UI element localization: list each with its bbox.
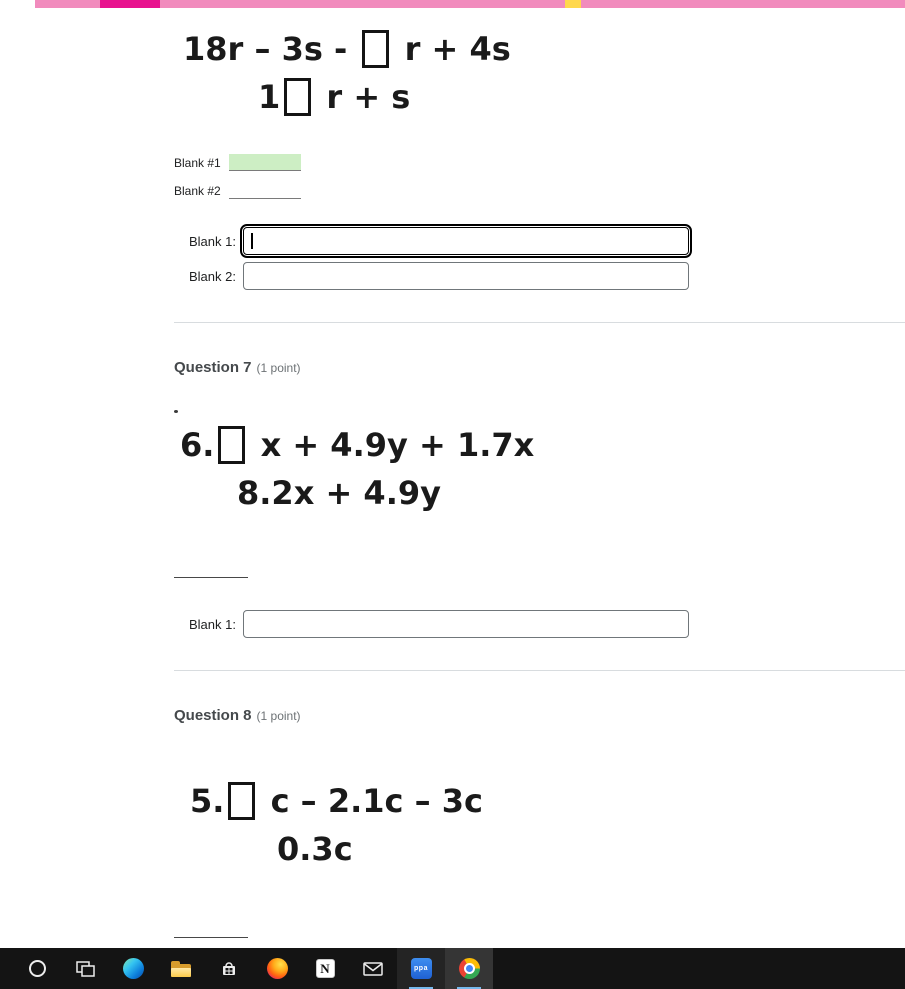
task-view-icon <box>76 961 95 977</box>
taskbar-button-mail[interactable] <box>349 948 397 989</box>
firefox-icon <box>267 958 288 979</box>
q6-answer-box-1 <box>362 30 389 68</box>
q7-blank1-input[interactable] <box>243 610 689 638</box>
q7-expression-line1 <box>180 422 534 468</box>
store-icon <box>220 960 238 978</box>
q7-expr1-prefix: 6. <box>180 426 215 464</box>
q7-answer-blank-line <box>174 577 248 578</box>
q6-blank1-highlight <box>229 154 301 171</box>
cortana-icon <box>29 960 46 977</box>
q6-blank1-label: Blank #1 <box>174 156 221 170</box>
q6-expr2-suffix: r + s <box>315 78 411 116</box>
notion-icon: N <box>316 959 335 978</box>
taskbar-button-file-explorer[interactable] <box>157 948 205 989</box>
q7-answer-box-1 <box>218 426 245 464</box>
question-divider <box>174 670 905 671</box>
q6-blank2-underline <box>229 182 301 199</box>
q8-answer-blank-line <box>174 937 248 938</box>
question-divider <box>174 322 905 323</box>
q6-answer1-input-label: Blank 1: <box>189 234 236 249</box>
banner-accent-segment <box>100 0 160 8</box>
question8-points: (1 point) <box>256 709 301 723</box>
q6-answer-box-2 <box>284 78 311 116</box>
file-explorer-icon <box>171 961 191 977</box>
q8-expr1-suffix: c – 2.1c – 3c <box>259 782 483 820</box>
q6-expression-line2 <box>258 74 410 120</box>
q8-expression-line2 <box>277 826 353 872</box>
question7-title: Question 7 <box>174 359 252 376</box>
image-artifact-dot <box>174 410 178 413</box>
windows-taskbar <box>0 948 905 989</box>
taskbar-button-notion[interactable] <box>301 948 349 989</box>
q6-blank2-input[interactable] <box>243 262 689 290</box>
q6-answer2-input-label: Blank 2: <box>189 269 236 284</box>
q8-expr2: 0.3c <box>277 830 353 868</box>
q8-answer-box-1 <box>228 782 255 820</box>
taskbar-button-ppa-app[interactable] <box>397 948 445 989</box>
edge-icon <box>123 958 144 979</box>
q6-expression-line1 <box>183 26 511 72</box>
text-cursor <box>251 233 253 249</box>
taskbar-button-cortana[interactable] <box>13 948 61 989</box>
q7-answer1-input-label: Blank 1: <box>189 617 236 632</box>
chrome-icon <box>459 958 480 979</box>
question8-title: Question 8 <box>174 707 252 724</box>
q8-expr1-prefix: 5. <box>190 782 225 820</box>
q6-blank1-input[interactable] <box>243 227 689 255</box>
mail-icon <box>363 961 383 977</box>
question8-header <box>174 707 301 725</box>
q6-expr1-prefix: 18r – 3s - <box>183 30 359 68</box>
taskbar-button-firefox[interactable] <box>253 948 301 989</box>
taskbar-button-edge[interactable] <box>109 948 157 989</box>
taskbar-button-store[interactable] <box>205 948 253 989</box>
q6-expr1-suffix: r + 4s <box>393 30 511 68</box>
q6-expr2-prefix: 1 <box>258 78 281 116</box>
taskbar-button-task-view[interactable] <box>61 948 109 989</box>
q7-expr2: 8.2x + 4.9y <box>237 474 441 512</box>
banner-yellow-segment <box>565 0 581 8</box>
banner-strip <box>35 0 905 8</box>
ppa-app-icon: ppa <box>411 958 432 979</box>
question7-header <box>174 359 301 377</box>
q7-expr1-suffix: x + 4.9y + 1.7x <box>249 426 535 464</box>
taskbar-button-chrome[interactable] <box>445 948 493 989</box>
q8-expression-line1 <box>190 778 483 824</box>
question7-points: (1 point) <box>256 361 301 375</box>
q7-expression-line2 <box>237 470 441 516</box>
q6-blank2-label: Blank #2 <box>174 184 221 198</box>
